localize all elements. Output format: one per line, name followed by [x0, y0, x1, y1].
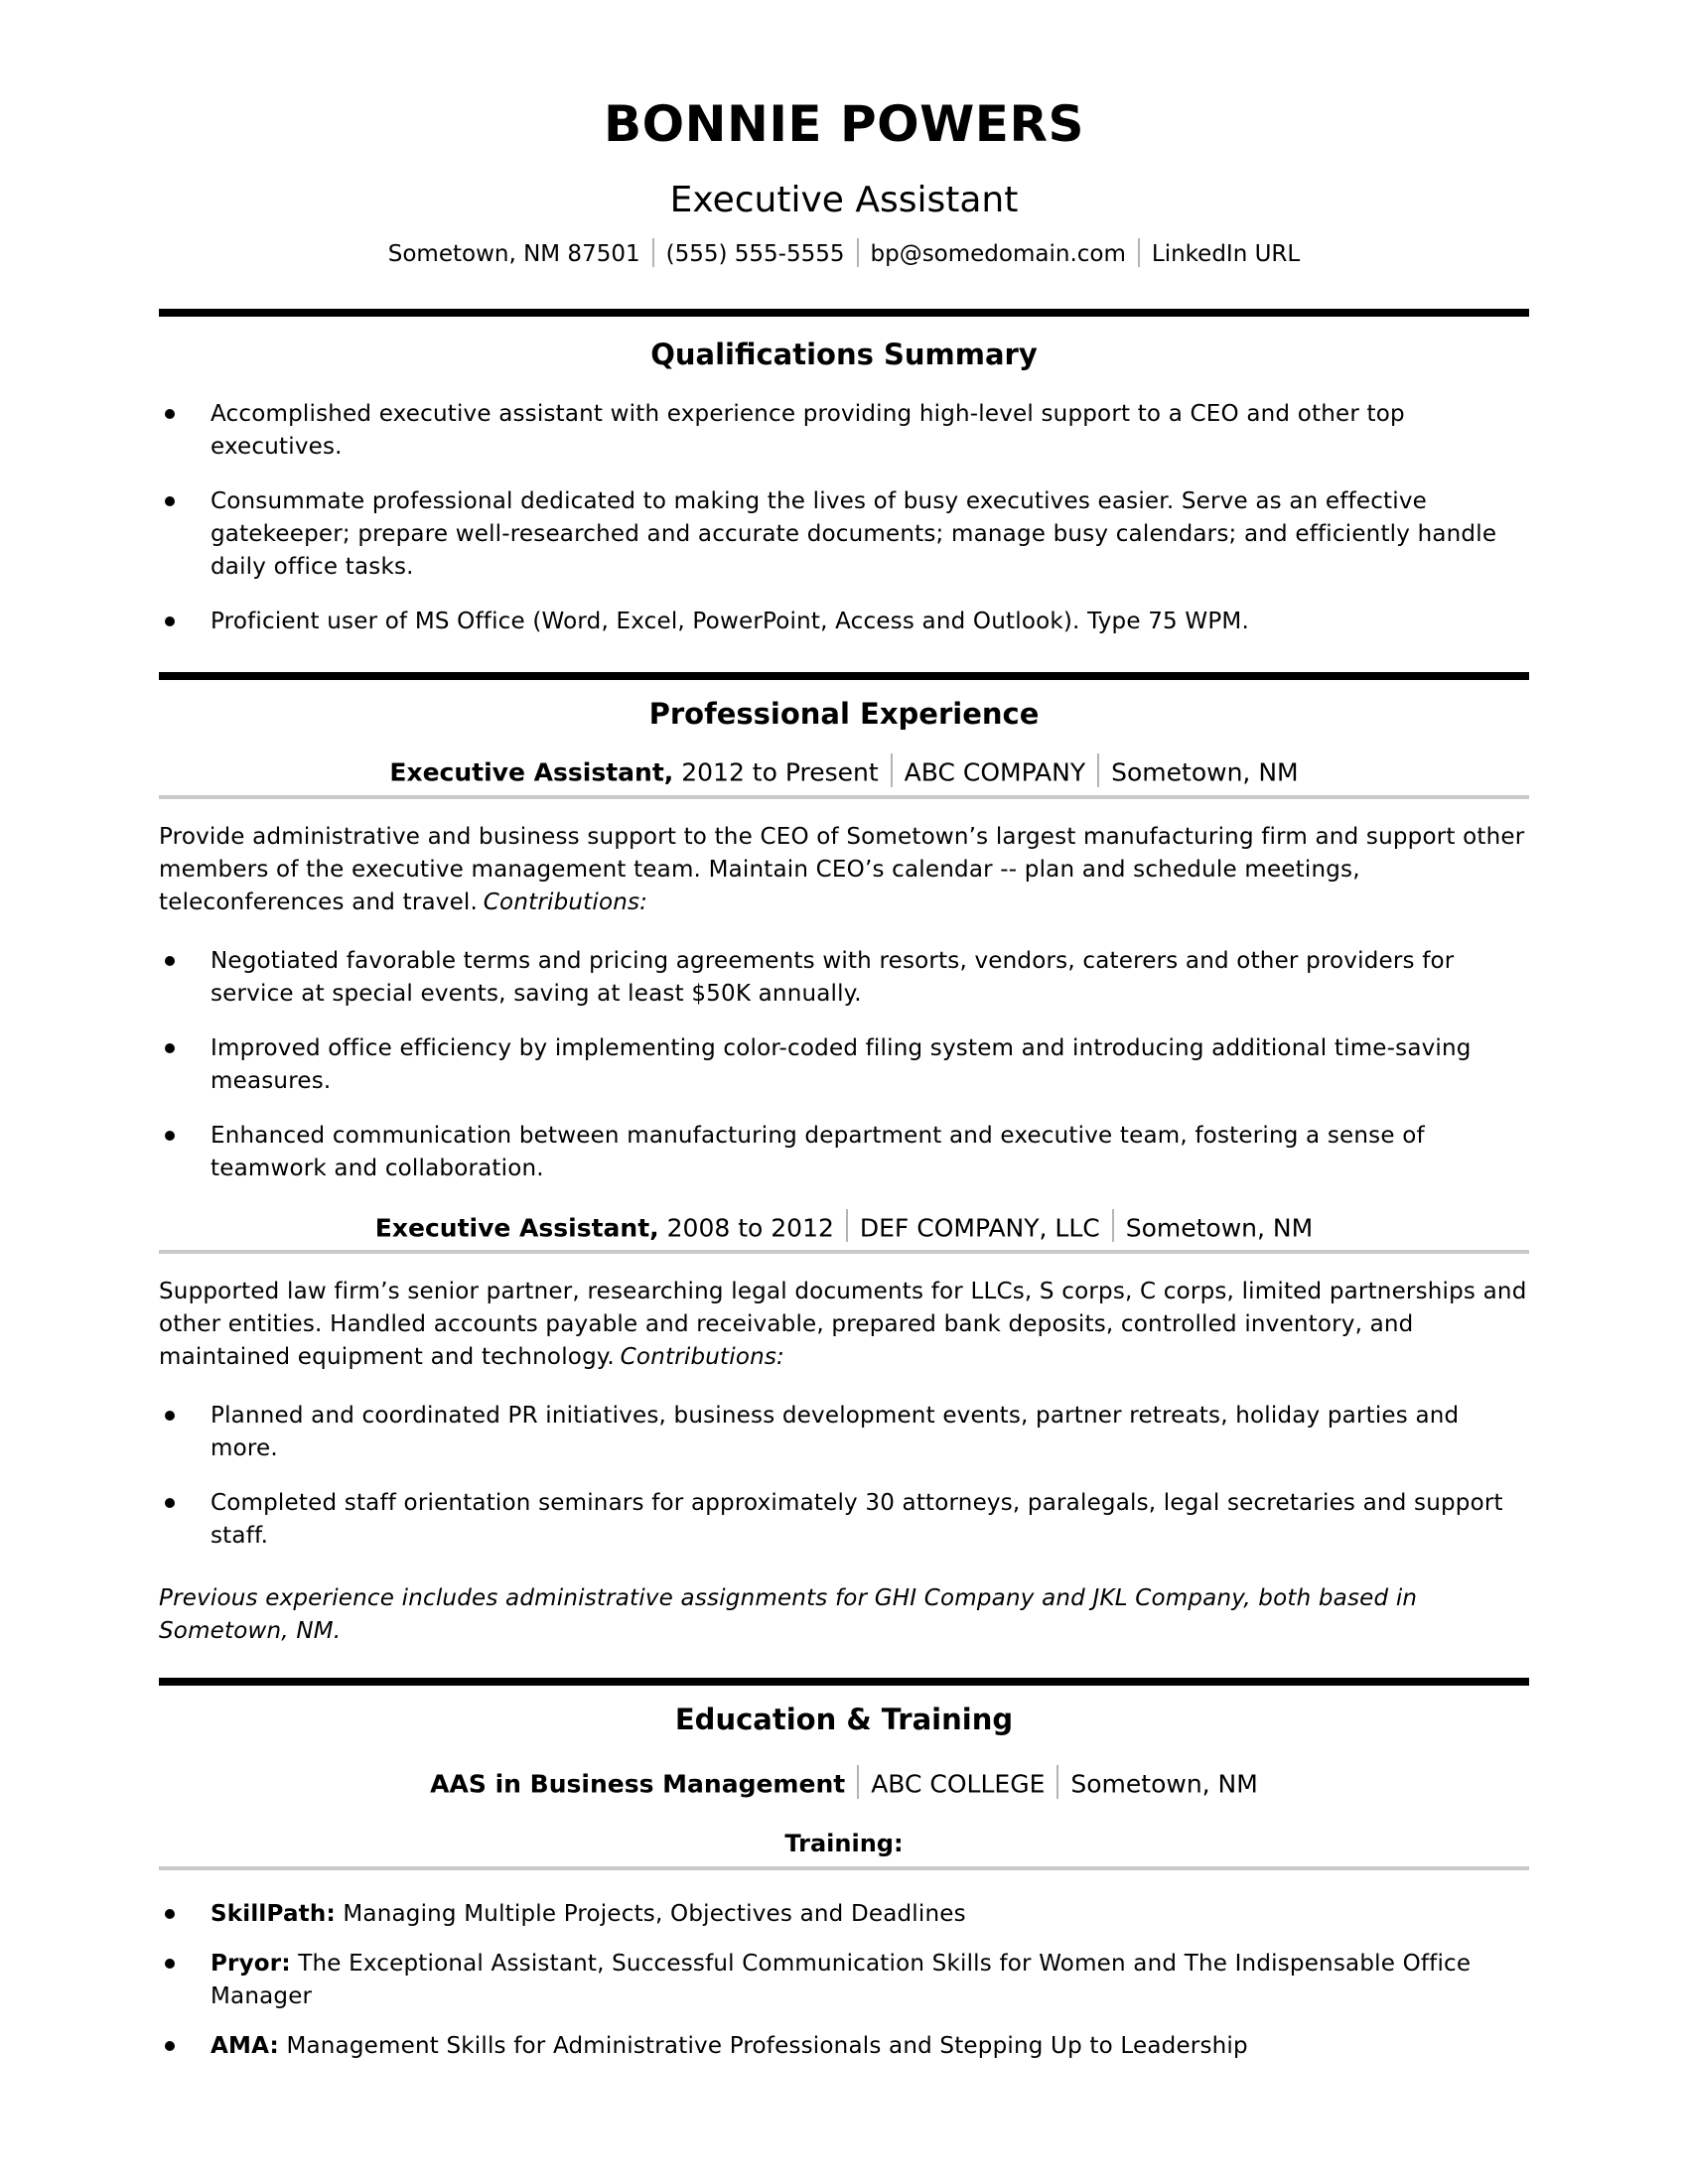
job-company: DEF COMPANY, LLC [859, 1213, 1100, 1242]
training-text: Management Skills for Administrative Professionals and Stepping Up to Leadership [286, 2032, 1248, 2059]
qualifications-section [159, 337, 1529, 638]
section-divider [159, 1678, 1529, 1686]
separator-bar [846, 1209, 848, 1243]
bullet-text: Completed staff orientation seminars for approximately 30 attorneys, paralegals, legal secretaries and support staff. [211, 1490, 1503, 1549]
candidate-name: BONNIE POWERS [604, 95, 1084, 153]
bullet-item [159, 398, 1529, 464]
contact-phone: (555) 555-5555 [665, 241, 845, 267]
qualifications-heading: Qualifications Summary [650, 338, 1038, 371]
contact-email: bp@somedomain.com [870, 241, 1126, 267]
college-location: Sometown, NM [1070, 1769, 1258, 1799]
job-summary-text: Provide administrative and business support to the CEO of Sometown’s largest manufacturing firm and support other members of the executive management team. Maintain CEO’s calendar -- plan and schedule meetings, teleconferences and travel. [159, 823, 1525, 915]
training-provider: AMA: [211, 2032, 279, 2059]
resume-header [159, 94, 1529, 269]
separator-bar [1112, 1209, 1114, 1243]
training-provider: SkillPath: [211, 1900, 336, 1927]
bullet-item [159, 2030, 1529, 2063]
bullet-item [159, 485, 1529, 584]
qualifications-list [159, 398, 1529, 638]
job-summary-text: Supported law firm’s senior partner, researching legal documents for LLCs, S corps, C corps, limited partnerships and other entities. Handled accounts payable and receivable, prepared bank deposits, controlled inventory, and maintained equipment and technology. [159, 1279, 1527, 1370]
job-dates: 2012 to Present [681, 757, 879, 787]
separator-bar [857, 238, 859, 267]
job-dates: 2008 to 2012 [666, 1213, 834, 1242]
separator-bar [1097, 753, 1099, 787]
degree-name: AAS in Business Management [430, 1769, 846, 1799]
separator-bar [652, 238, 654, 267]
candidate-job-title: Executive Assistant [669, 180, 1019, 220]
education-heading: Education & Training [674, 1703, 1014, 1736]
separator-bar [891, 753, 893, 787]
previous-experience-note: Previous experience includes administrative assignments for GHI Company and JKL Company, both based in Sometown, NM. [159, 1585, 1418, 1644]
job-heading [159, 753, 1529, 799]
training-text: The Exceptional Assistant, Successful Communication Skills for Women and The Indispensable Office Manager [211, 1950, 1472, 2009]
contact-location: Sometown, NM 87501 [387, 241, 640, 267]
college-name: ABC COLLEGE [871, 1769, 1046, 1799]
job-heading [159, 1209, 1529, 1255]
bullet-item [159, 1487, 1529, 1553]
contact-line [159, 238, 1529, 269]
bullet-item [159, 1948, 1529, 2013]
job-bullets [159, 945, 1529, 1185]
job-bullets [159, 1400, 1529, 1553]
bullet-text: Proficient user of MS Office (Word, Excel, PowerPoint, Access and Outlook). Type 75 WPM. [211, 609, 1249, 634]
training-heading: Training: [159, 1829, 1529, 1870]
bullet-item [159, 1120, 1529, 1185]
experience-heading: Professional Experience [648, 697, 1040, 731]
bullet-text: Planned and coordinated PR initiatives, business development events, partner retreats, holiday parties and more. [211, 1403, 1460, 1461]
section-divider [159, 309, 1529, 317]
job-title: Executive Assistant, [389, 757, 674, 787]
bullet-item [159, 1898, 1529, 1931]
job-summary [159, 821, 1529, 919]
contact-linkedin: LinkedIn URL [1151, 241, 1301, 267]
training-provider: Pryor: [211, 1950, 291, 1977]
bullet-text: Consummate professional dedicated to making the lives of busy executives easier. Serve as an effective gatekeeper; prepare well-researched and accurate documents; manage busy calendars; and efficiently handle daily office tasks. [211, 488, 1497, 580]
contributions-label: Contributions: [483, 888, 648, 915]
job-location: Sometown, NM [1125, 1213, 1314, 1242]
degree-line [159, 1765, 1529, 1801]
bullet-item [159, 1032, 1529, 1098]
bullet-item [159, 606, 1529, 638]
education-section [159, 1702, 1529, 2063]
bullet-text: Enhanced communication between manufacturing department and executive team, fostering a sense of teamwork and collaboration. [211, 1122, 1425, 1181]
bullet-item [159, 1400, 1529, 1465]
bullet-item [159, 945, 1529, 1011]
training-text: Managing Multiple Projects, Objectives and Deadlines [343, 1900, 966, 1927]
bullet-text: Accomplished executive assistant with experience providing high-level support to a CEO and other top executives. [211, 401, 1405, 460]
separator-bar [1138, 238, 1140, 267]
separator-bar [1056, 1765, 1058, 1799]
experience-section [159, 696, 1529, 1648]
bullet-text: Negotiated favorable terms and pricing agreements with resorts, vendors, caterers and other providers for service at special events, saving at least $50K annually. [211, 947, 1455, 1007]
job-location: Sometown, NM [1111, 757, 1299, 787]
job-summary [159, 1276, 1529, 1374]
job-company: ABC COMPANY [904, 757, 1086, 787]
job-title: Executive Assistant, [374, 1213, 659, 1242]
contributions-label: Contributions: [620, 1344, 785, 1370]
section-divider [159, 672, 1529, 680]
bullet-text: Improved office efficiency by implementing color-coded filing system and introducing additional time-saving measures. [211, 1034, 1472, 1094]
training-list [159, 1898, 1529, 2063]
separator-bar [857, 1765, 859, 1799]
